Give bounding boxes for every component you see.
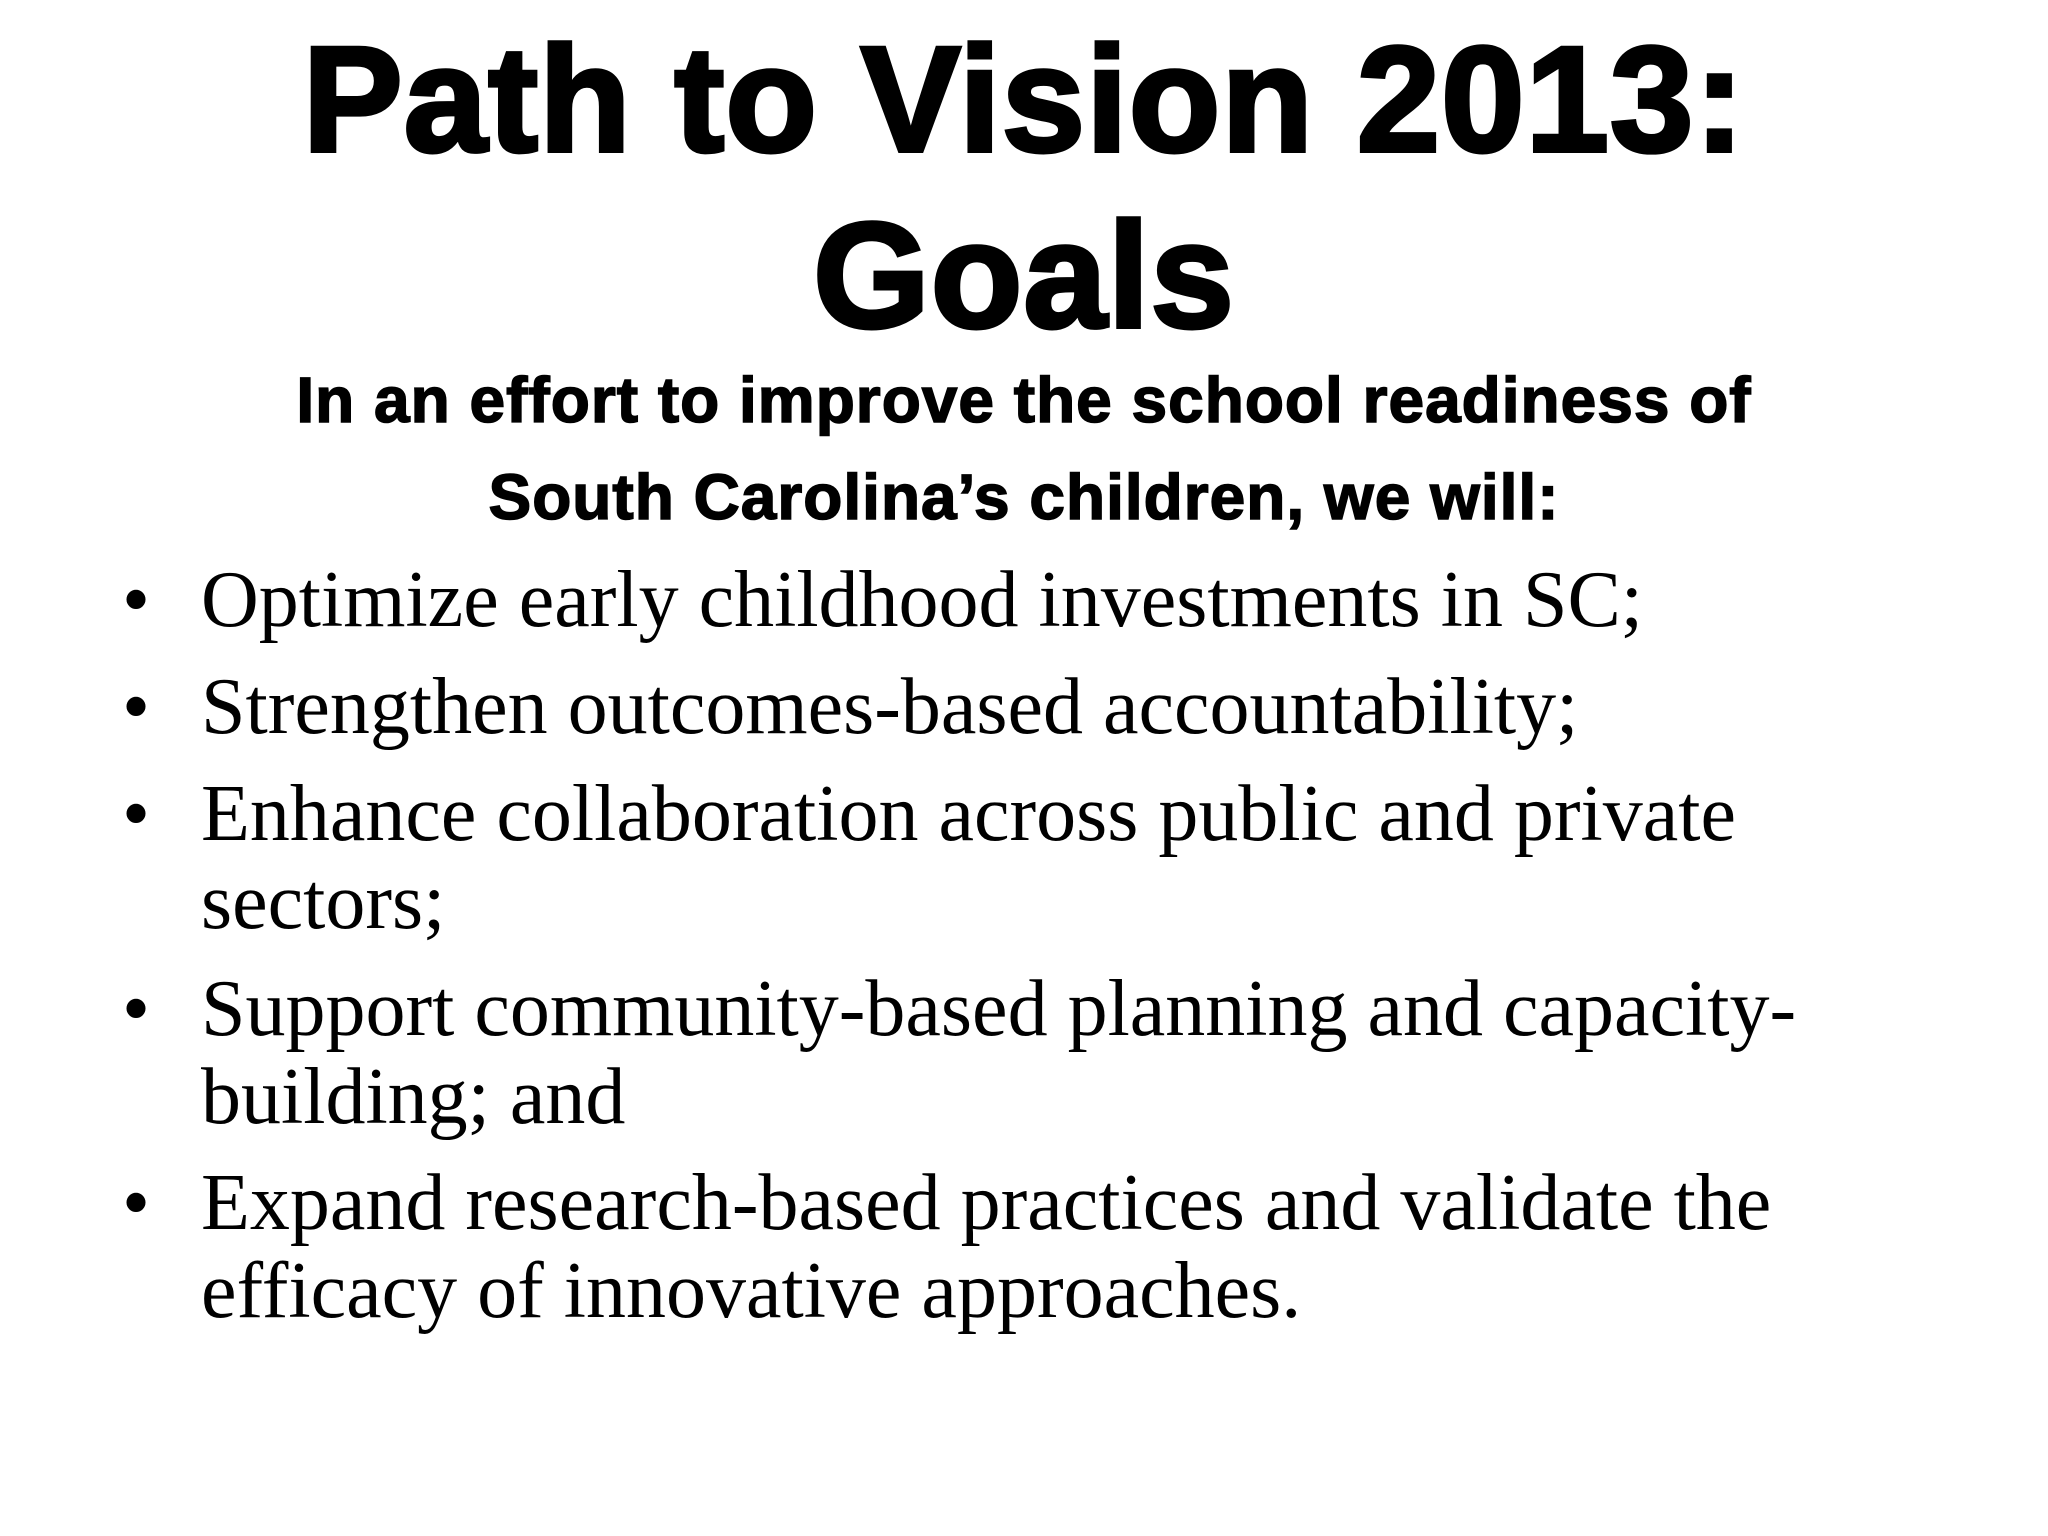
bullet-icon: • <box>122 663 151 751</box>
slide-title-line-2: Goals <box>813 191 1235 359</box>
slide-subtitle-line-2: South Carolina’s children, we will: <box>488 461 1560 533</box>
goal-text: Strengthen outcomes-based accountability; <box>201 663 1579 751</box>
goal-text: Support community-based planning and capacity-building; and <box>201 965 1797 1141</box>
slide-subtitle-line-1: In an effort to improve the school readiness of <box>296 364 1752 436</box>
goal-text: Optimize early childhood investments in SC; <box>201 556 1644 644</box>
bullet-icon: • <box>122 1159 151 1247</box>
goal-text: Expand research-based practices and validate the efficacy of innovative approaches. <box>201 1159 1772 1335</box>
bullet-icon: • <box>122 965 151 1053</box>
bullet-icon: • <box>122 770 151 858</box>
goal-text: Enhance collaboration across public and private sectors; <box>201 770 1736 946</box>
bullet-icon: • <box>122 556 151 644</box>
slide-title-line-1: Path to Vision 2013: <box>302 15 1746 183</box>
